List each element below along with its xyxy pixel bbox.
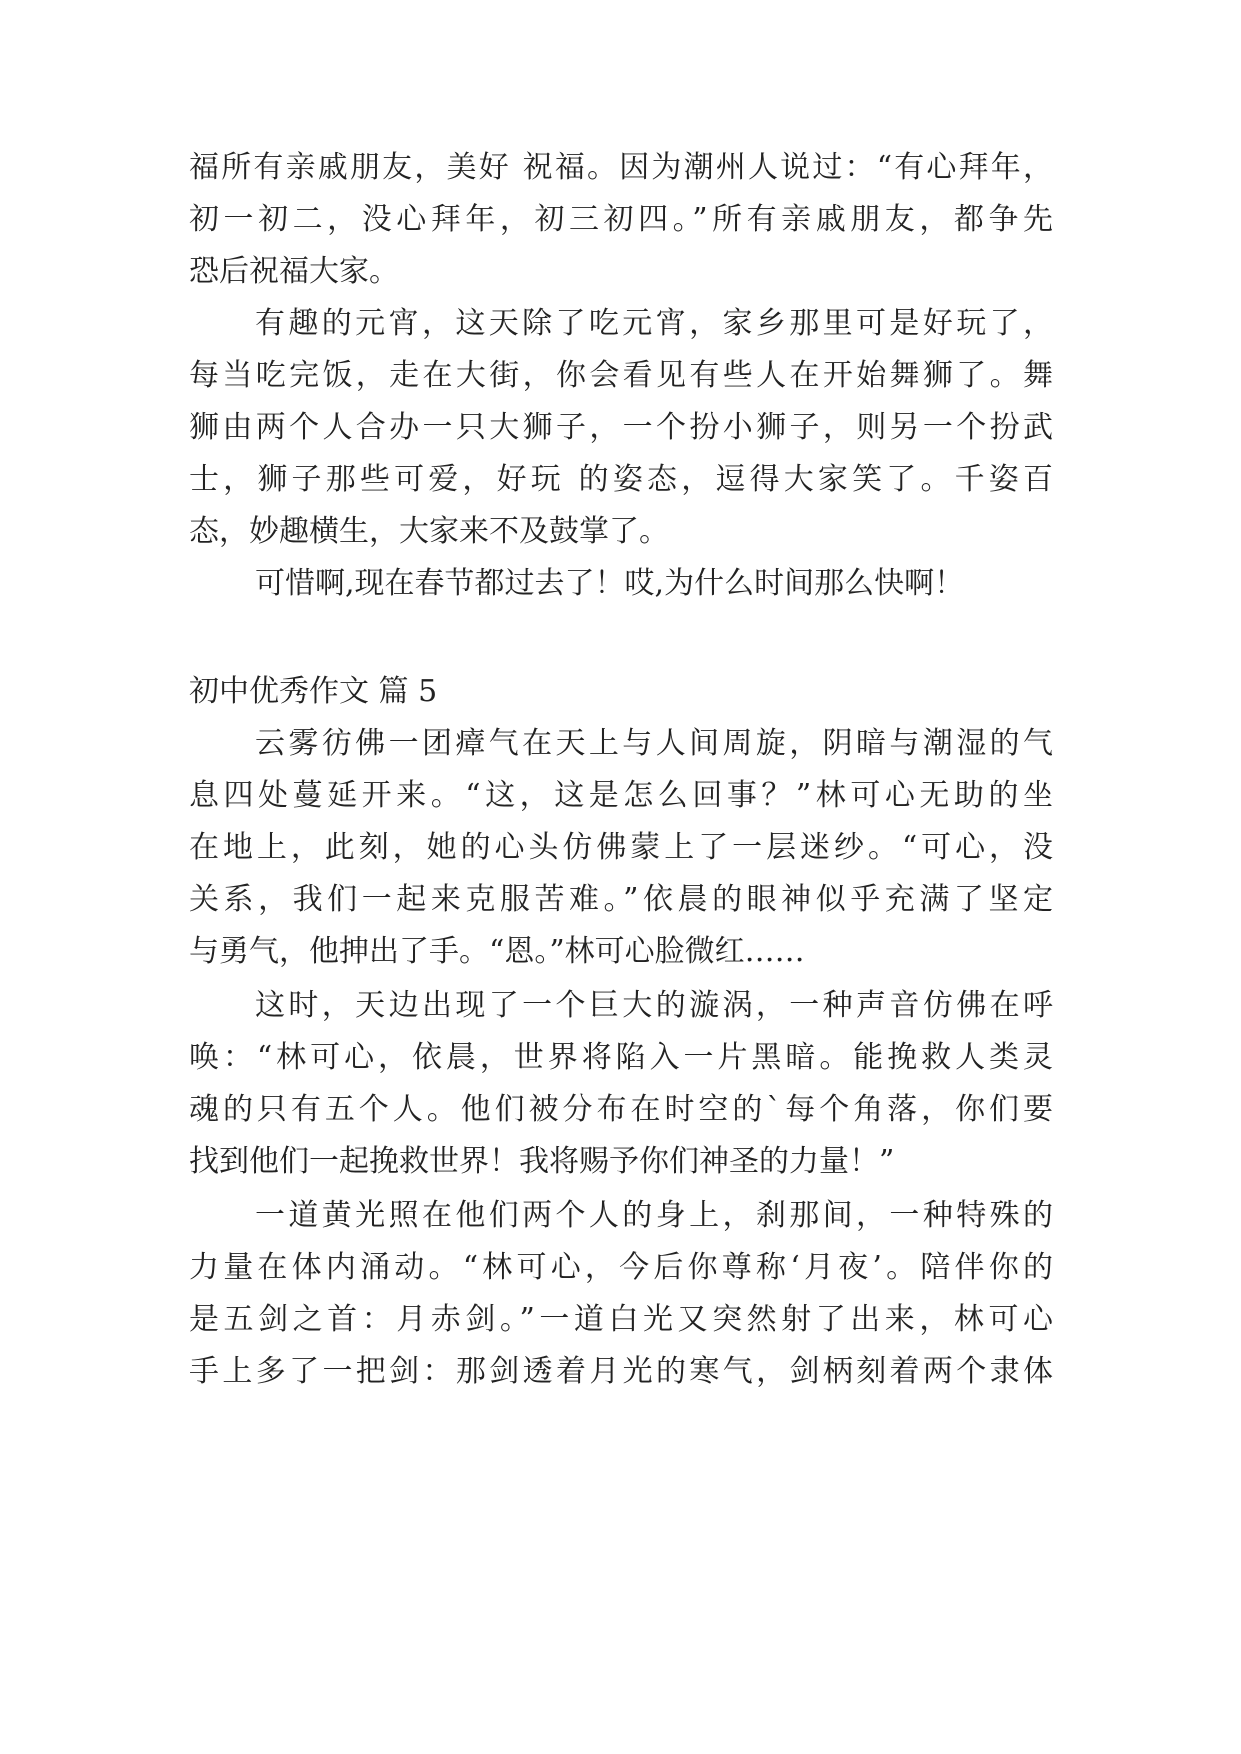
paragraph-line: 是五剑之首：月赤剑。”一道白光又突然射了出来，林可心 xyxy=(189,1302,1053,1337)
paragraph-line: 息四处蔓延开来。“这，这是怎么回事？”林可心无助的坐 xyxy=(189,778,1053,813)
paragraph-line: 云雾彷佛一团瘴气在天上与人间周旋，阴暗与潮湿的气 xyxy=(255,726,1053,761)
paragraph-line: 魂的只有五个人。他们被分布在时空的`每个角落，你们要 xyxy=(189,1092,1053,1127)
paragraph-line: 与勇气，他抻出了手。“恩。”林可心脸微红…… xyxy=(189,934,805,969)
paragraph-line: 士，狮子那些可爱，好玩 的姿态，逗得大家笑了。千姿百 xyxy=(189,462,1053,497)
paragraph-line: 一道黄光照在他们两个人的身上，刹那间，一种特殊的 xyxy=(255,1198,1053,1233)
paragraph-line: 这时，天边出现了一个巨大的漩涡，一种声音仿佛在呼 xyxy=(255,988,1053,1023)
paragraph-line: 力量在体内涌动。“林可心，今后你尊称‘月夜’。陪伴你的 xyxy=(189,1250,1053,1285)
paragraph-line: 每当吃完饭，走在大街，你会看见有些人在开始舞狮了。舞 xyxy=(189,358,1053,393)
paragraph-line: 恐后祝福大家。 xyxy=(189,254,399,289)
paragraph-line: 初一初二，没心拜年，初三初四。”所有亲戚朋友，都争先 xyxy=(189,202,1053,237)
paragraph-line: 在地上，此刻，她的心头仿佛蒙上了一层迷纱。“可心，没 xyxy=(189,830,1053,865)
paragraph-line: 手上多了一把剑：那剑透着月光的寒气，剑柄刻着两个隶体 xyxy=(189,1354,1053,1389)
paragraph-line: 找到他们一起挽救世界！我将赐予你们神圣的力量！” xyxy=(189,1144,895,1179)
paragraph-line: 有趣的元宵，这天除了吃元宵，家乡那里可是好玩了， xyxy=(255,306,1053,341)
paragraph-line: 福所有亲戚朋友，美好 祝福。因为潮州人说过：“有心拜年， xyxy=(189,150,1053,185)
paragraph-line: 狮由两个人合办一只大狮子，一个扮小狮子，则另一个扮武 xyxy=(189,410,1053,445)
paragraph-line: 态，妙趣横生，大家来不及鼓掌了。 xyxy=(189,514,669,549)
paragraph-line: 可惜啊,现在春节都过去了！哎,为什么时间那么快啊！ xyxy=(255,566,965,601)
paragraph-line: 唤：“林可心，依晨，世界将陷入一片黑暗。能挽救人类灵 xyxy=(189,1040,1053,1075)
section-heading: 初中优秀作文 篇 5 xyxy=(189,674,438,709)
paragraph-line: 关系，我们一起来克服苦难。”依晨的眼神似乎充满了坚定 xyxy=(189,882,1053,917)
